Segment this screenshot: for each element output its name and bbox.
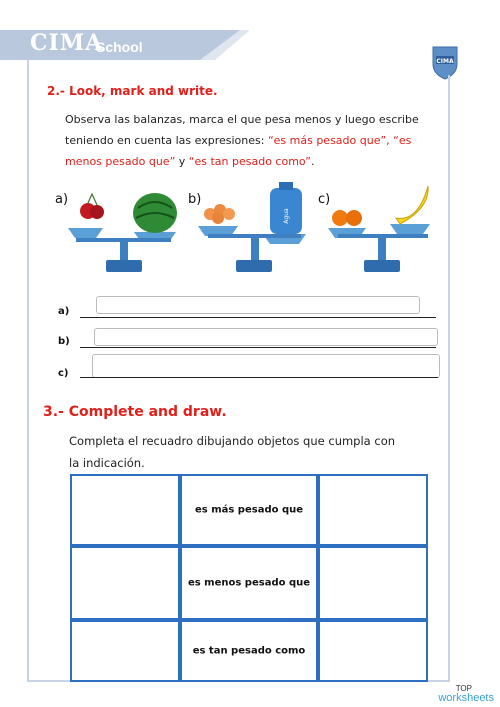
instruction-line: menos pesado que” y “es tan pesado como”. [65,155,315,168]
draw-cell-left-2[interactable] [70,546,180,620]
comparison-table [70,474,428,682]
instruction-line: Completa el recuadro dibujando objetos que cumpla con [69,434,396,448]
draw-cell-right-3[interactable] [318,620,428,682]
brand-school: School [96,39,143,55]
table-row [180,620,318,682]
answer-c-line [80,377,438,378]
answer-a-label: a) [58,306,70,317]
scale-b-label: b) [188,192,202,207]
page-frame-left [27,60,29,680]
page-frame-right [448,75,450,680]
footer-logo-worksheets: worksheets [438,692,494,704]
svg-text:Agua: Agua [283,208,290,224]
answer-a-input[interactable] [96,296,420,314]
answer-a-line [80,317,436,318]
svg-text:CIMA: CIMA [436,58,454,65]
comparison-phrase: es tan pesado como [192,645,306,657]
draw-cell-right-1[interactable] [318,474,428,546]
draw-cell-right-2[interactable] [318,546,428,620]
comparison-phrase: es menos pesado que [187,577,311,589]
answer-b-line [80,347,436,348]
comparison-phrase: es más pesado que [194,504,304,516]
scale-c-label: c) [318,192,331,207]
answer-c-input[interactable] [92,354,440,378]
scale-c [328,186,430,272]
answer-c-label: c) [58,368,69,379]
answer-b-label: b) [58,336,70,347]
answer-b-input[interactable] [94,328,438,346]
scale-a [68,193,177,272]
table-row [180,546,318,620]
scale-a-label: a) [55,192,69,207]
section-2-title: 2.- Look, mark and write. [47,84,218,98]
draw-cell-left-1[interactable] [70,474,180,546]
school-shield-icon [430,44,460,80]
table-row [180,474,318,546]
balance-scales [48,178,448,280]
section-3-instructions [69,430,449,474]
footer-logo-top: TOP [455,684,472,693]
brand-name: CIMA [30,30,104,56]
instruction-line: teniendo en cuenta las expresiones: “es más pesado que”, “es [65,134,412,147]
instruction-line: la indicación. [69,456,145,470]
section-3-title: 3.- Complete and draw. [43,404,227,420]
scale-b [198,182,306,272]
draw-cell-left-3[interactable] [70,620,180,682]
section-2-instructions [65,109,445,172]
instruction-line: Observa las balanzas, marca el que pesa menos y luego escribe [65,113,419,126]
